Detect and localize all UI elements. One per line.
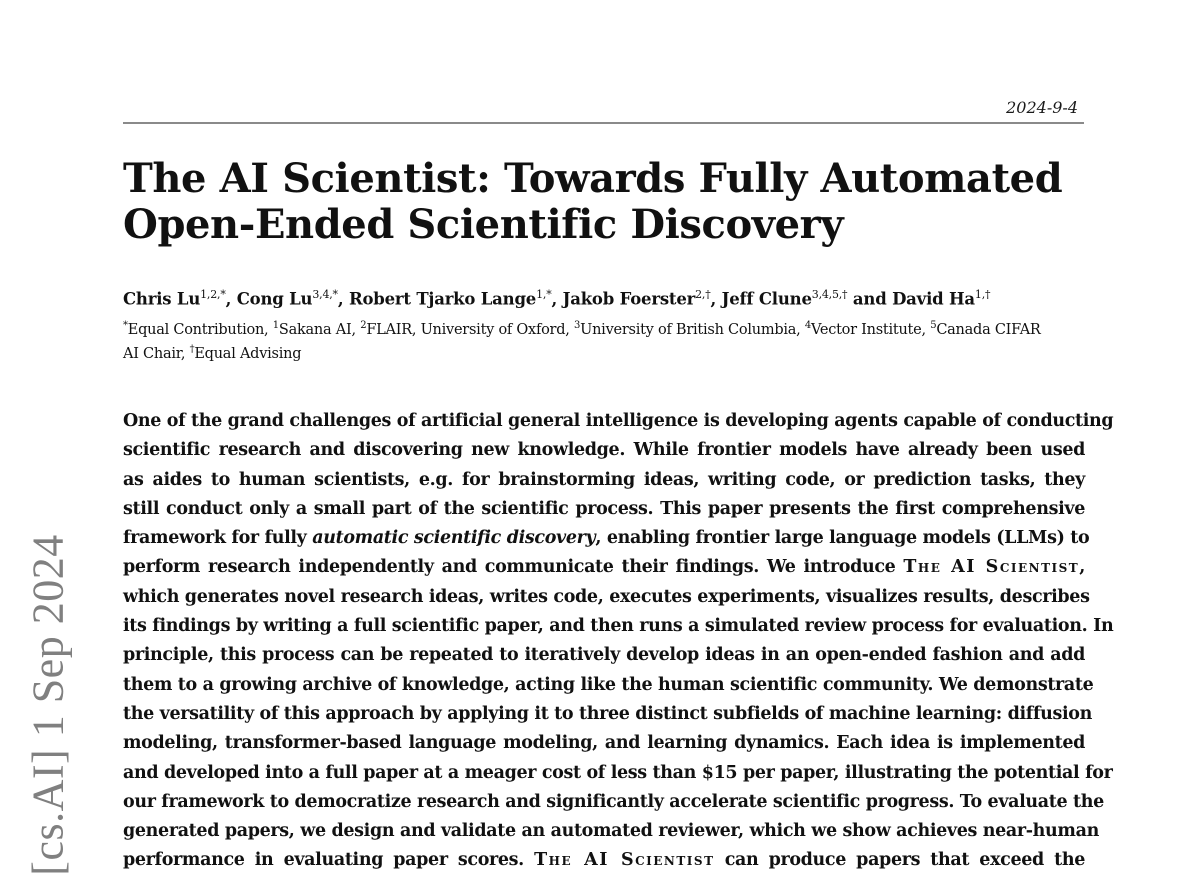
- abstract-text: performance in evaluating paper scores.: [123, 850, 535, 871]
- author-name: Jeff Clune: [721, 289, 812, 309]
- affiliations: [123, 316, 1053, 364]
- abstract-line: [123, 759, 1113, 788]
- affiliation-mark: 5: [930, 320, 937, 331]
- affiliation-text: Canada CIFAR: [936, 321, 1041, 338]
- affiliations-line: [123, 316, 1053, 340]
- abstract-text: generated papers, we design and validate an automated reviewer, which we show achieves near-human: [123, 821, 1099, 842]
- abstract-line: [123, 583, 1090, 612]
- abstract-text: One of the grand challenges of artificial general intelligence is developing agents capable of conducting: [123, 411, 1114, 431]
- abstract-text: perform research independently and communicate their findings. We introduce: [123, 557, 904, 578]
- paper-date: 2024-9-4: [1006, 98, 1078, 117]
- author-name: Chris Lu: [123, 289, 201, 309]
- affiliation-text: FLAIR, University of Oxford,: [366, 321, 574, 338]
- author-list: Chris $Lu^{1,2,*}$, Cong $Lu^{3,4,*}$, Robert Tjarko Lange$^{1,*}$, Jakob Foerster$^{2,\dagger}$, Jeff Clune$^{3,4,5,\dagger}$ and David $Ha^{1,\dagger}$: [123, 288, 991, 309]
- abstract-text: can produce papers that exceed the: [714, 850, 1086, 871]
- abstract-text: principle, this process can be repeated to iteratively develop ideas in an open-ended fashion and add: [123, 645, 1085, 666]
- abstract-line: [123, 671, 1094, 700]
- affiliation-mark: *: [123, 320, 128, 331]
- abstract-text: framework for fully: [123, 528, 313, 549]
- abstract-text: modeling, transformer-based language modeling, and learning dynamics. Each idea is implemented: [123, 733, 1085, 754]
- arxiv-stamp: [23, 534, 73, 876]
- affiliation-text: Sakana AI,: [278, 321, 361, 338]
- author-name: David Ha: [892, 289, 975, 309]
- author-affiliation-mark: 2,†: [695, 288, 711, 301]
- abstract-line: [123, 524, 1090, 553]
- abstract-line: [123, 641, 1085, 670]
- abstract-line: [123, 700, 1092, 729]
- abstract-line: [123, 466, 1085, 495]
- abstract-line: [123, 612, 1114, 641]
- affiliation-mark: †: [189, 343, 195, 355]
- header-rule: [123, 122, 1084, 124]
- abstract-line: [123, 729, 1085, 758]
- abstract-text: the versatility of this approach by applying it to three distinct subfields of machine learning: diffusion: [123, 703, 1092, 724]
- paper-title: [123, 156, 1083, 248]
- abstract-text: still conduct only a small part of the scientific process. This paper presents the first comprehensive: [123, 498, 1085, 519]
- arxiv-stamp-text: [cs.AI] 1 Sep 2024: [23, 534, 73, 876]
- abstract-line: [123, 436, 1085, 465]
- author-affiliation-mark: 3,4,*: [312, 288, 338, 301]
- author-name: Robert Tjarko Lange: [348, 289, 537, 309]
- abstract-text: , enabling frontier large language models (LLMs) to: [595, 528, 1090, 549]
- author-affiliation-mark: 1,2,*: [200, 288, 226, 301]
- abstract-text: its findings by writing a full scientific paper, and then runs a simulated review process for evaluation. In: [123, 616, 1114, 637]
- abstract-text: which generates novel research ideas, writes code, executes experiments, visualizes results, describes: [123, 586, 1090, 607]
- affiliation-mark: 4: [804, 320, 811, 331]
- affiliation-text: AI Chair,: [123, 345, 190, 362]
- abstract-line: [123, 495, 1085, 524]
- system-name: The AI Scientist: [903, 557, 1080, 578]
- system-name: The AI Scientist: [534, 850, 715, 871]
- abstract-line: [123, 788, 1104, 817]
- author-affiliation-mark: 1,†: [974, 288, 991, 301]
- abstract-line: [123, 553, 1085, 582]
- title-line: Open-Ended Scientific Discovery: [123, 201, 844, 248]
- abstract-text: as aides to human scientists, e.g. for brainstorming ideas, writing code, or prediction tasks, they: [123, 469, 1085, 490]
- affiliations-line: [123, 340, 1053, 364]
- abstract-line: [123, 407, 1114, 436]
- affiliation-text: Equal Advising: [194, 345, 302, 362]
- abstract-line: [123, 846, 1085, 875]
- abstract-text: and developed into a full paper at a meager cost of less than $15 per paper, illustrating the potential for: [123, 762, 1113, 783]
- affiliation-text: Vector Institute,: [810, 321, 931, 338]
- affiliation-mark: 2: [360, 320, 367, 331]
- abstract-emphasis: automatic scientific discovery: [312, 528, 596, 549]
- affiliation-mark: 1: [272, 320, 279, 331]
- author-name: Cong Lu: [236, 289, 313, 309]
- author-affiliation-mark: 3,4,5,†: [811, 288, 848, 301]
- author-name: Jakob Foerster: [562, 289, 696, 309]
- abstract-text: them to a growing archive of knowledge, acting like the human scientific community. We demonstrate: [123, 674, 1094, 695]
- abstract-text: ,: [1079, 557, 1085, 578]
- affiliation-mark: 3: [574, 320, 581, 331]
- title-line: The AI Scientist: Towards Fully Automated: [123, 155, 1063, 202]
- author-affiliation-mark: 1,*: [536, 288, 552, 301]
- affiliation-text: University of British Columbia,: [580, 321, 805, 338]
- abstract-line: [123, 817, 1099, 846]
- abstract: [123, 407, 1114, 876]
- abstract-text: scientific research and discovering new knowledge. While frontier models have already been used: [123, 440, 1085, 461]
- affiliation-text: Equal Contribution,: [127, 321, 273, 338]
- abstract-text: our framework to democratize research and significantly accelerate scientific progress. To evaluate the: [123, 791, 1104, 812]
